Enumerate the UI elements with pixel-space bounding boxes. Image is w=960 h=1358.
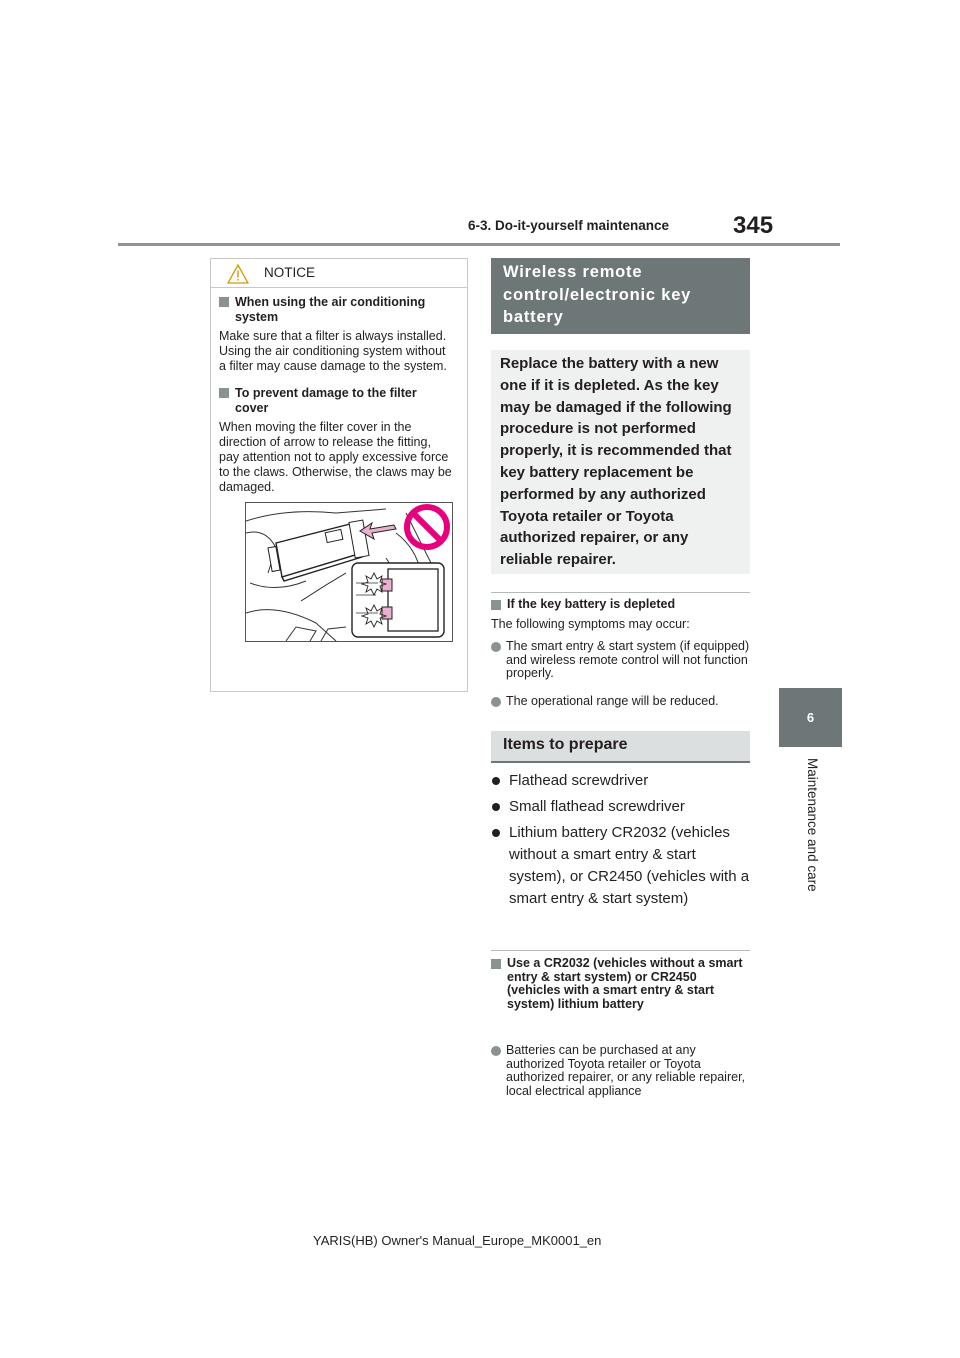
header-divider <box>118 243 840 246</box>
chapter-tab[interactable]: 6 <box>779 688 842 747</box>
section-title-banner: Wireless remote control/electronic key battery <box>491 258 750 334</box>
page-number: 345 <box>733 212 774 239</box>
battery-type-heading: Use a CR2032 (vehicles without a smart entry & start system) or CR2450 (vehicles with a smart entry & start system) lithium battery <box>491 957 750 1011</box>
bullet-icon <box>492 803 500 811</box>
battery-purchase-bullet: Batteries can be purchased at any authorized Toyota retailer or Toyota authorized repairer, or any reliable repairer, local electrical appliance <box>491 1044 753 1098</box>
list-item: Small flathead screwdriver <box>491 796 753 818</box>
round-bullet-icon <box>491 697 501 707</box>
chapter-title: Maintenance and care <box>805 758 820 892</box>
list-item: Lithium battery CR2032 (vehicles without a smart entry & start system), or CR2450 (vehicles with a smart entry & start system) <box>491 822 753 910</box>
filter-cover-illustration <box>245 502 453 642</box>
filter-cover-drawing <box>246 503 452 641</box>
depleted-lead: The following symptoms may occur: <box>491 617 690 631</box>
round-bullet-icon <box>491 1046 501 1056</box>
items-list <box>491 770 753 914</box>
square-bullet-icon <box>491 600 501 610</box>
square-bullet-icon <box>219 297 229 307</box>
notice-header <box>211 259 467 288</box>
notice-text-filter-cover: When moving the filter cover in the direction of arrow to release the fitting, pay attention not to apply excessive force to the claws. Otherwise, the claws may be damaged. <box>219 420 452 494</box>
section-header: 6-3. Do-it-yourself maintenance <box>468 218 670 233</box>
warning-triangle-icon <box>227 264 249 284</box>
notice-title: NOTICE <box>264 265 316 280</box>
items-to-prepare-heading: Items to prepare <box>491 731 750 763</box>
depleted-heading: If the key battery is depleted <box>491 598 750 612</box>
bullet-icon <box>492 777 500 785</box>
section-intro: Replace the battery with a new one if it is depleted. As the key may be damaged if the following procedure is not performed properly, it is recommended that key battery replacement be performed by any authorized Toyota retailer or Toyota authorized repairer, or any reliable repairer. <box>491 350 750 574</box>
depleted-bullet: The operational range will be reduced. <box>491 695 753 709</box>
notice-text-ac: Make sure that a filter is always installed. Using the air conditioning system without a filter may cause damage to the system. <box>219 329 447 373</box>
round-bullet-icon <box>491 642 501 652</box>
notice-heading-filter-cover: To prevent damage to the filter cover <box>219 386 453 416</box>
footer-manual-id: YARIS(HB) Owner's Manual_Europe_MK0001_en <box>313 1233 602 1248</box>
bullet-icon <box>492 829 500 837</box>
depleted-bullet: The smart entry & start system (if equipped) and wireless remote control will not function properly. <box>491 640 753 681</box>
square-bullet-icon <box>219 388 229 398</box>
notice-heading-ac: When using the air conditioning system <box>219 295 453 325</box>
divider <box>491 950 750 951</box>
square-bullet-icon <box>491 959 501 969</box>
notice-box <box>210 258 468 692</box>
divider <box>491 592 750 593</box>
list-item: Flathead screwdriver <box>491 770 753 792</box>
